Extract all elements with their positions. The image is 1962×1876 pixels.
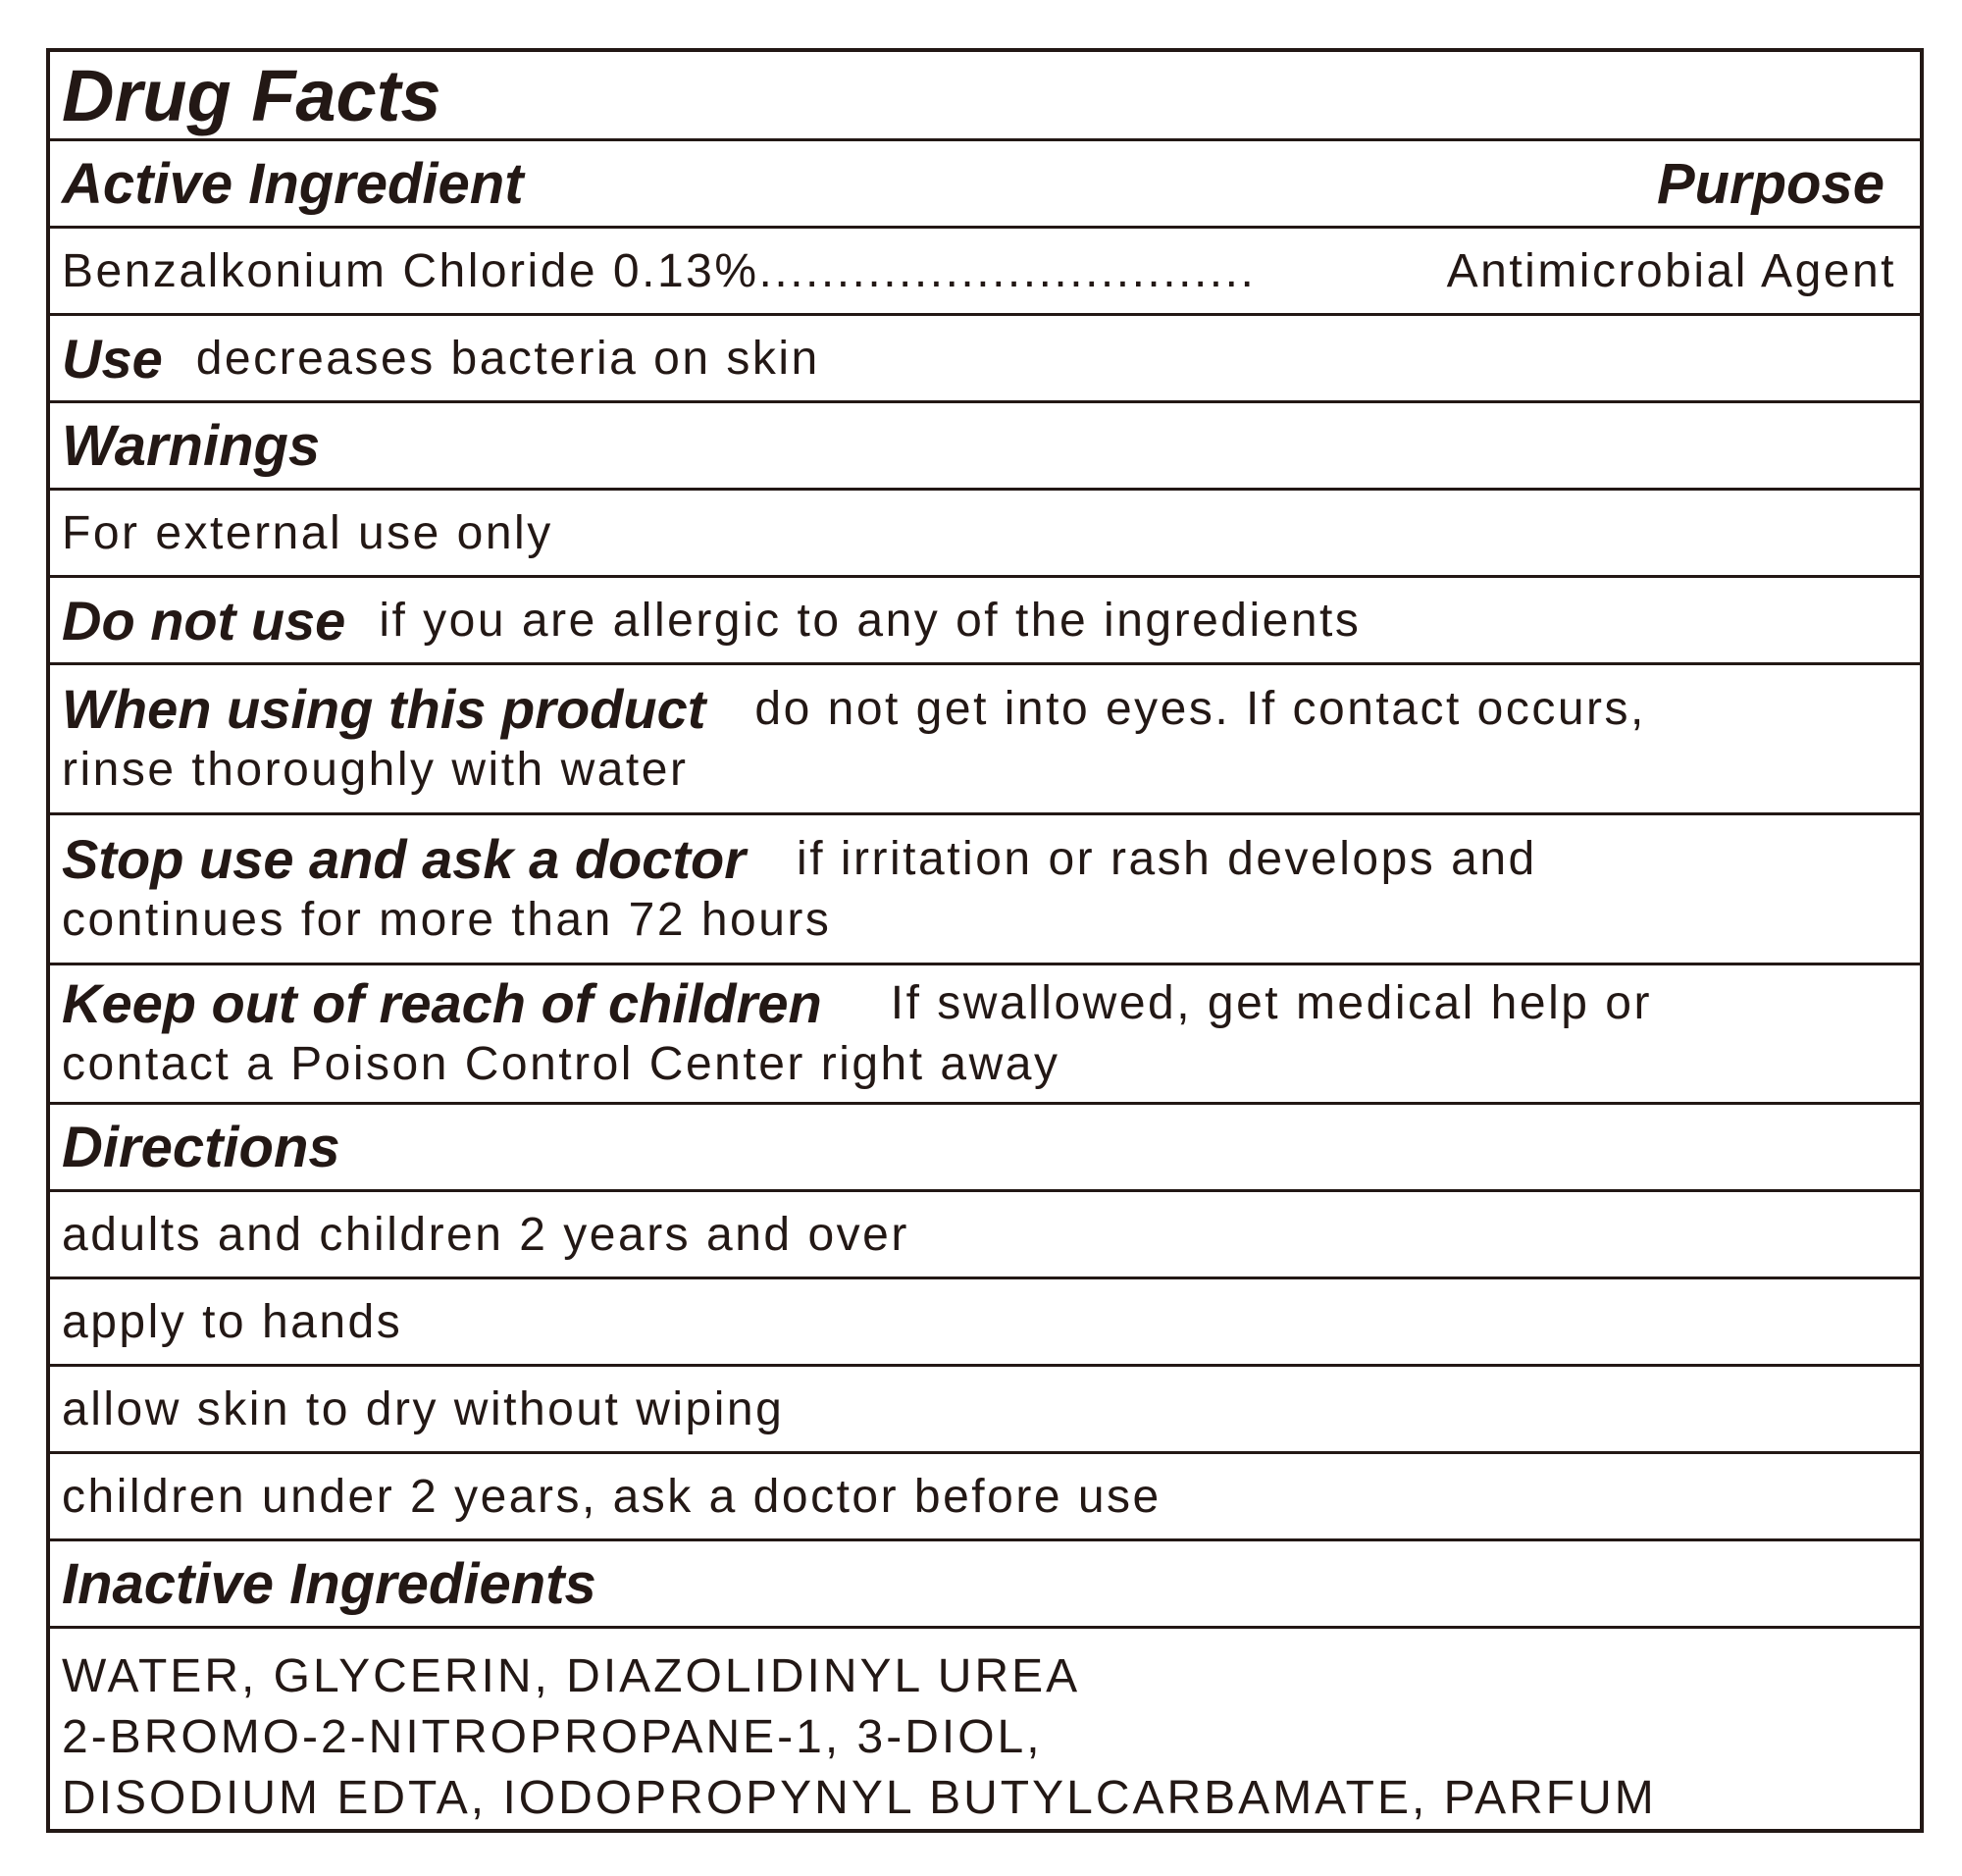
directions-item: children under 2 years, ask a doctor before use [62,1470,1162,1523]
keep-out-heading: Keep out of reach of children [62,972,822,1034]
directions-item-row [50,1454,1920,1541]
directions-heading-row [50,1105,1920,1192]
when-using-text-2: rinse thoroughly with water [62,744,689,796]
directions-item-row [50,1279,1920,1367]
title-row [50,52,1920,141]
active-ingredient-purpose: Antimicrobial Agent [1446,244,1896,297]
inactive-ingredients-line: WATER, GLYCERIN, DIAZOLIDINYL UREA [62,1650,1081,1702]
inactive-ingredients-line: DISODIUM EDTA, IODOPROPYNYL BUTYLCARBAMATE, PARFUM [62,1772,1657,1824]
keep-out-text-1: If swallowed, get medical help or [890,977,1652,1029]
do-not-use-row [50,578,1920,665]
use-row [50,316,1920,403]
keep-out-text-2: contact a Poison Control Center right away [62,1038,1060,1090]
do-not-use-text: if you are allergic to any of the ingredients [379,594,1362,647]
when-using-text-1: do not get into eyes. If contact occurs, [754,683,1646,735]
drug-facts-panel [46,48,1924,1833]
when-using-row [50,665,1920,815]
directions-item: apply to hands [62,1295,403,1348]
stop-use-heading: Stop use and ask a doctor [62,828,747,890]
active-ingredient-row [50,229,1920,316]
external-use-row [50,491,1920,578]
directions-item-row [50,1192,1920,1279]
active-ingredient-header-row [50,141,1920,229]
directions-item-row [50,1367,1920,1454]
purpose-heading: Purpose [1656,151,1885,216]
use-text: decreases bacteria on skin [195,332,820,385]
inactive-heading-row [50,1541,1920,1629]
inactive-ingredients-line: 2-BROMO-2-NITROPROPANE-1, 3-DIOL, [62,1711,1043,1763]
page-title: Drug Facts [62,54,441,136]
warnings-heading-row [50,403,1920,491]
do-not-use-heading: Do not use [62,589,346,651]
active-ingredient-name: Benzalkonium Chloride 0.13%................................ [62,244,1257,297]
external-use-text: For external use only [62,506,553,559]
warnings-heading: Warnings [62,413,321,478]
stop-use-text-2: continues for more than 72 hours [62,894,832,946]
stop-use-row [50,815,1920,965]
when-using-heading: When using this product [62,678,706,740]
inactive-ingredients-heading: Inactive Ingredients [62,1551,596,1616]
stop-use-text-1: if irritation or rash develops and [797,833,1537,885]
inactive-ingredients-row [50,1629,1920,1829]
directions-heading: Directions [62,1115,340,1179]
use-heading: Use [62,327,163,390]
keep-out-row [50,965,1920,1105]
directions-item: adults and children 2 years and over [62,1208,909,1261]
active-ingredient-heading: Active Ingredient [62,151,524,216]
directions-item: allow skin to dry without wiping [62,1382,785,1435]
